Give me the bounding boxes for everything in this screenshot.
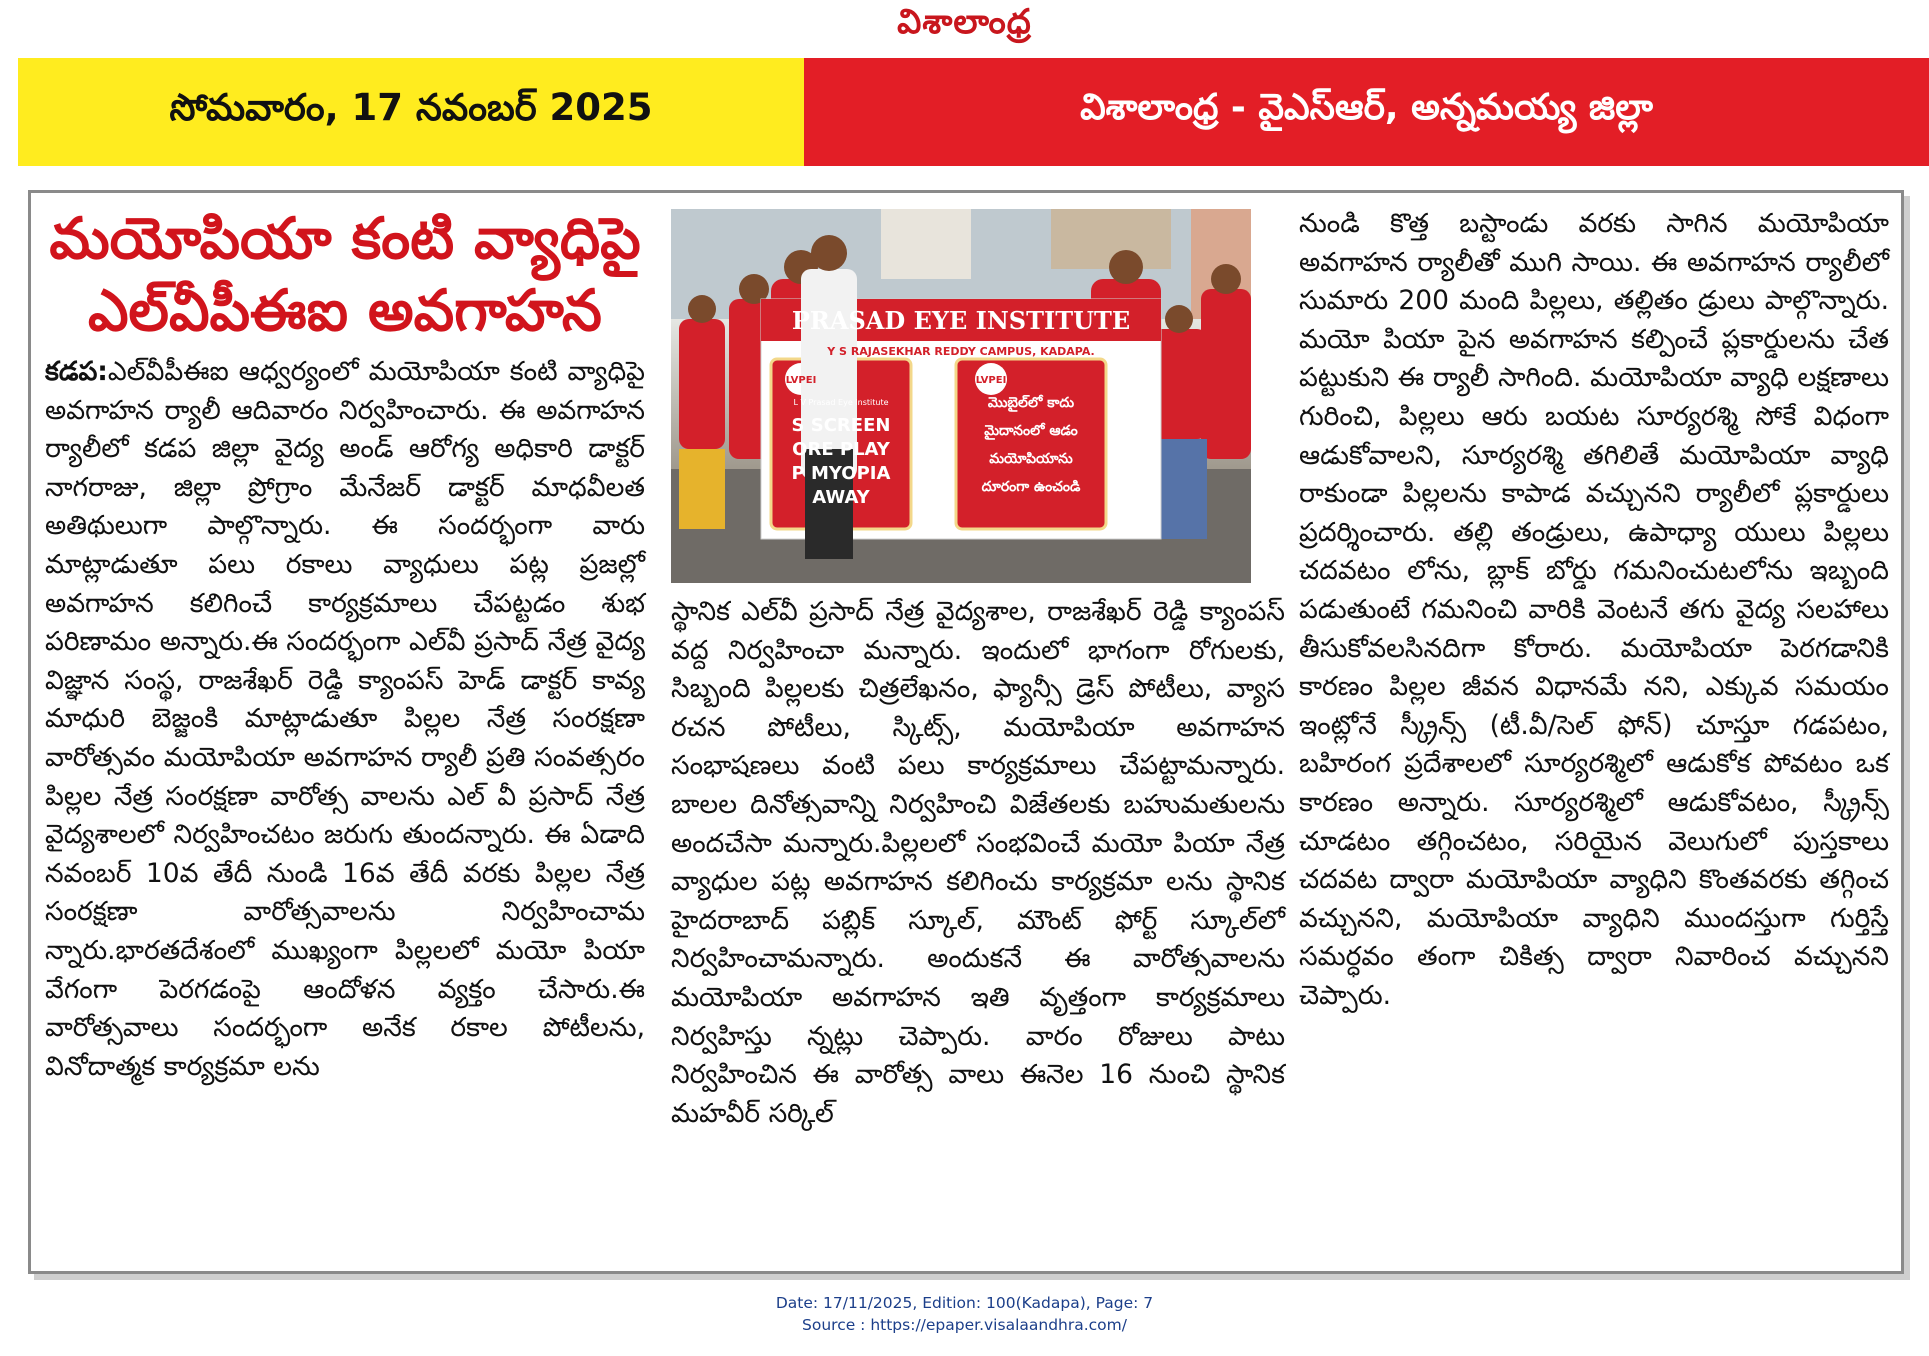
article-column-3: [1299, 205, 1889, 1015]
placard-left-line-1: S SCREEN: [791, 415, 891, 436]
article-column-2: [671, 593, 1285, 1133]
photo-logo-right: LVPEI: [975, 375, 1007, 386]
footer-edition-info: Date: 17/11/2025, Edition: 100(Kadapa), Page: 7: [775, 1294, 1154, 1312]
edition-strip: [804, 58, 1929, 166]
photo-logo-left: LVPEI: [785, 375, 817, 386]
issue-date: సోమవారం, 17 నవంబర్ 2025: [169, 86, 653, 129]
dateline: కడప:: [45, 356, 108, 387]
news-article: [28, 190, 1904, 1274]
rally-photo-illustration: [671, 209, 1251, 583]
placard-right-line-3: మయోపియాను: [989, 451, 1073, 467]
placard-left-line-3: P MYOPIA: [791, 463, 891, 484]
column-1-text: ఎల్‌వీపీఈఐ ఆధ్వర్యంలో మయోపియా కంటి వ్యాధిపై అవగాహన ర్యాలీ ఆదివారం నిర్వహించారు. ఈ అవగాహన ర్యాలీలో కడప జిల్లా వైద్య అండ్ ఆరోగ్య అధికారి డాక్టర్ నాగరాజు, జిల్లా ప్రోగ్రాం మేనేజర్ డాక్టర్ మాధవీలత అతిథులుగా పాల్గొన్నారు. ఈ సందర్భంగా వారు మాట్లాడుతూ పలు రకాలు వ్యాధులు పట్ల ప్రజల్లో అవగాహన కలిగించే కార్యక్రమాలు చేపట్టడం శుభ పరిణామం అన్నారు.ఈ సందర్భంగా ఎల్‌వీ ప్రసాద్ నేత్ర వైద్య విజ్ఞాన సంస్థ, రాజశేఖర్ రెడ్డి క్యాంపస్ హెడ్ డాక్టర్ కావ్య మాధురి బెజ్జంకి మాట్లాడుతూ పిల్లల నేత్ర సంరక్షణా వారోత్సవం మయోపియా అవగాహన ర్యాలీ ప్రతి సంవత్సరం పిల్లల నేత్ర సంరక్షణా వారోత్స వాలను ఎల్ వీ ప్రసాద్ నేత్ర వైద్యశాలలో నిర్వహించటం జరుగు తుందన్నారు. ఈ ఏడాది నవంబర్ 10వ తేదీ నుండి 16వ తేదీ వరకు పిల్లల నేత్ర సంరక్షణా వారోత్సవాలను నిర్వహించామ న్నారు.భారతదేశంలో ముఖ్యంగా పిల్లలలో మయో పియా వేగంగా పెరగడంపై ఆందోళన వ్యక్తం చేసారు.ఈ వారోత్సవాలు సందర్భంగా అనేక రకాల పోటీలను, వినోదాత్మక కార్యక్రమా లను: [45, 356, 645, 1082]
masthead-logo: విశాలాంధ్ర: [897, 2, 1032, 42]
placard-left-line-2: ORE PLAY: [792, 439, 890, 460]
placard-right-line-1: మొబైల్‌లో కాదు: [987, 395, 1075, 411]
header-banner: [18, 58, 1929, 166]
placard-right-line-2: మైదానంలో ఆడం: [984, 423, 1078, 439]
edition-name: విశాలాంధ్ర - వైఎస్ఆర్, అన్నమయ్య జిల్లా: [1080, 87, 1653, 128]
masthead: [0, 0, 1929, 52]
footer-source: Source : https://epaper.visalaandhra.com/: [802, 1316, 1127, 1334]
headline-line-1: మయోపియా కంటి వ్యాధిపై: [49, 206, 641, 272]
placard-left-line-4: AWAY: [812, 487, 870, 508]
photo-banner-title: PRASAD EYE INSTITUTE: [791, 306, 1131, 335]
headline-line-2: ఎల్‌వీపీఈఐ అవగాహన: [88, 278, 602, 344]
photo-logo-sub: L V Prasad Eye Institute: [793, 398, 889, 407]
article-column-1: [45, 193, 645, 1086]
placard-right-line-4: దూరంగా ఉంచండి: [981, 479, 1081, 495]
date-strip: [18, 58, 804, 166]
article-headline: [45, 203, 645, 347]
column-2-text: స్థానిక ఎల్‌వీ ప్రసాద్ నేత్ర వైద్యశాల, రాజశేఖర్ రెడ్డి క్యాంపస్ వద్ద నిర్వహించా మన్నారు. ఇందులో భాగంగా రోగులకు, సిబ్బంది పిల్లలకు చిత్రలేఖనం, ఫ్యాన్సీ డ్రెస్ పోటీలు, వ్యాస రచన పోటీలు, స్కిట్స్, మయోపియా అవగాహన సంభాషణలు వంటి పలు కార్యక్రమాలు చేపట్టామన్నారు. బాలల దినోత్సవాన్ని నిర్వహించి విజేతలకు బహుమతులను అందచేసా మన్నారు.పిల్లలలో సంభవించే మయో పియా నేత్ర వ్యాధుల పట్ల అవగాహన కలిగించు కార్యక్రమా లను స్థానిక హైదరాబాద్ పబ్లిక్ స్కూల్, మౌంట్ ఫోర్ట్ స్కూల్‌లో నిర్వహించామన్నారు. అందుకనే ఈ వారోత్సవాలను మయోపియా అవగాహన ఇతి వృత్తంగా కార్యక్రమాలు నిర్వహిస్తు న్నట్లు చెప్పారు. వారం రోజులు పాటు నిర్వహించిన ఈ వారోత్స వాలు ఈనెల 16 నుంచి స్థానిక మహవీర్ సర్కిల్: [671, 596, 1285, 1129]
article-body-1: [45, 353, 645, 1086]
photo-banner-subtitle: Y S RAJASEKHAR REDDY CAMPUS, KADAPA.: [827, 345, 1095, 358]
column-3-text: నుండి కొత్త బస్టాండు వరకు సాగిన మయోపియా అవగాహన ర్యాలీతో ముగి సాయి. ఈ అవగాహన ర్యాలీలో సుమారు 200 మంది పిల్లలు, తల్లితం డ్రులు పాల్గొన్నారు. మయో పియా పైన అవగాహన కల్పించే ప్లకార్డులను చేత పట్టుకుని ఈ ర్యాలీ సాగింది. మయోపియా వ్యాధి లక్షణాలు గురించి, పిల్లలు ఆరు బయట సూర్యరశ్మి సోకే విధంగా ఆడుకోవాలని, సూర్యరశ్మి తగిలితే మయోపియా వ్యాధి రాకుండా పిల్లలను కాపాడ వచ్చునని ర్యాలీలో ప్లకార్డులు ప్రదర్శించారు. తల్లి తండ్రులు, ఉపాధ్యా యులు పిల్లలు చదవటం లోను, బ్లాక్ బోర్డు గమనించుటలోను ఇబ్బంది పడుతుంటే గమనించి వారికి వెంటనే తగు వైద్య సలహాలు తీసుకోవలసినదిగా కోరారు. మయోపియా పెరగడానికి కారణం పిల్లల జీవన విధానమే నని, ఎక్కువ సమయం ఇంట్లోనే స్క్రీన్స్ (టీ.వీ/సెల్ ఫోన్) చూస్తూ గడపటం, బహిరంగ ప్రదేశాలలో సూర్యరశ్మిలో ఆడుకోక పోవటం ఒక కారణం అన్నారు. సూర్యరశ్మిలో ఆడుకోవటం, స్క్రీన్స్ చూడటం తగ్గించటం, సరియైన వెలుగులో పుస్తకాలు చదవట ద్వారా మయోపియా వ్యాధిని కొంతవరకు తగ్గించ వచ్చునని, మయోపియా వ్యాధిని ముందస్తుగా గుర్తిస్తే సమర్ధవం తంగా చికిత్స ద్వారా నివారించ వచ్చునని చెప్పారు.: [1299, 208, 1889, 1011]
page-footer: [0, 1292, 1929, 1336]
news-photo: [671, 209, 1251, 583]
